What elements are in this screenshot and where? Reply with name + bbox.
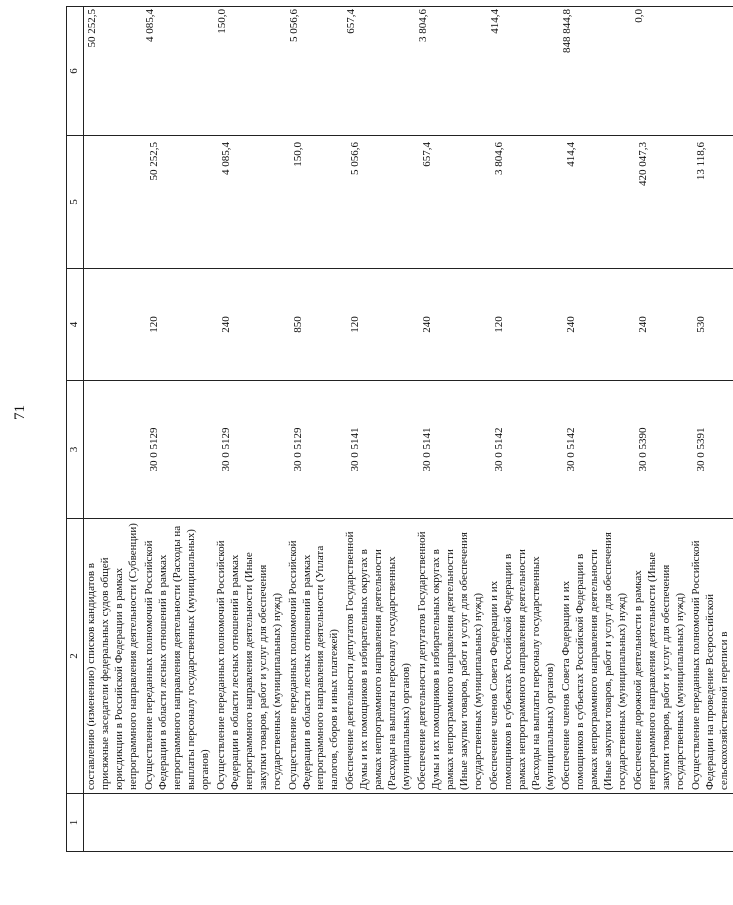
col-header-6: 6 <box>67 7 84 136</box>
row-expense-kind-cell: 240 <box>631 269 689 381</box>
table-row <box>631 7 689 852</box>
table-header <box>67 7 84 852</box>
row-expense-kind-cell: 850 <box>286 269 344 381</box>
table-body <box>83 7 732 852</box>
row-amount-col6-cell: 50 252,5 <box>83 7 141 136</box>
row-amount-col6-cell: 5 056,6 <box>286 7 344 136</box>
row-amount-col6-cell: 657,4 <box>343 7 415 136</box>
row-target-article-cell: 30 0 5141 <box>343 381 415 519</box>
row-expense-kind-cell: 530 <box>689 269 733 381</box>
row-expense-kind-cell: 240 <box>415 269 487 381</box>
row-expense-kind-cell: 120 <box>343 269 415 381</box>
row-amount-col6-cell: 848 844,8 <box>559 7 631 136</box>
row-amount-cell: 150,0 <box>286 136 344 269</box>
row-target-article-cell: 30 0 5390 <box>631 381 689 519</box>
row-amount-col6-cell: 414,4 <box>487 7 559 136</box>
row-target-article-cell: 30 0 5129 <box>214 381 286 519</box>
row-expense-kind-cell: 240 <box>559 269 631 381</box>
row-amount-col6-cell: 150,0 <box>214 7 286 136</box>
row-name-cell: составлению (изменению) списков кандидатов в присяжные заседатели федеральных судов общей юрисдикции в Российской Федерации в рамках непрограммного направления деятельности (Субвенции) <box>83 519 141 794</box>
row-name-cell: Осуществление переданных полномочий Российской Федерации в области лесных отношений в рамках непрограммного направления деятельности (Уплата налогов, сборов и иных платежей) <box>286 519 344 794</box>
table-row <box>487 7 559 852</box>
row-expense-kind-cell: 120 <box>487 269 559 381</box>
row-amount-cell: 13 118,6 <box>689 136 733 269</box>
row-name-cell: Осуществление переданных полномочий Российской Федерации на проведение Всероссийской сельскохозяйственной переписи в <box>689 519 733 794</box>
row-amount-col6-cell: 0,0 <box>631 7 689 136</box>
row-target-article-cell: 30 0 5129 <box>286 381 344 519</box>
row-code-cell <box>559 794 631 852</box>
row-code-cell <box>142 794 214 852</box>
row-amount-cell: 4 085,4 <box>214 136 286 269</box>
row-amount-cell: 420 047,3 <box>631 136 689 269</box>
row-target-article-cell: 30 0 5141 <box>415 381 487 519</box>
row-target-article-cell: 30 0 5142 <box>487 381 559 519</box>
row-amount-cell: 50 252,5 <box>142 136 214 269</box>
budget-table-container <box>66 7 730 852</box>
row-name-cell: Обеспечение деятельности депутатов Государственной Думы и их помощников в избирательных округах в рамках непрограммного направления деятельности (Расходы на выплаты персоналу государственных (муниципальных) органов) <box>343 519 415 794</box>
row-code-cell <box>343 794 415 852</box>
row-code-cell <box>214 794 286 852</box>
row-amount-col6-cell: 3 804,6 <box>415 7 487 136</box>
table-row <box>415 7 487 852</box>
row-expense-kind-cell: 240 <box>214 269 286 381</box>
row-amount-col6-cell: 4 085,4 <box>142 7 214 136</box>
table-row <box>286 7 344 852</box>
row-name-cell: Осуществление переданных полномочий Российской Федерации в области лесных отношений в рамках непрограммного направления деятельности (Расходы на выплаты персоналу государственных (муниципальных) органов) <box>142 519 214 794</box>
row-code-cell <box>487 794 559 852</box>
table-row <box>343 7 415 852</box>
table-row <box>142 7 214 852</box>
row-code-cell <box>286 794 344 852</box>
table-row <box>83 7 141 852</box>
row-amount-cell: 414,4 <box>559 136 631 269</box>
row-code-cell <box>631 794 689 852</box>
budget-table <box>66 6 733 852</box>
col-header-4: 4 <box>67 269 84 381</box>
row-name-cell: Обеспечение членов Совета Федерации и их помощников в субъектах Российской Федерации в рамках непрограммного направления деятельности (Иные закупки товаров, работ и услуг для обеспечения государственных (муниципальных) нужд) <box>559 519 631 794</box>
row-expense-kind-cell: 120 <box>142 269 214 381</box>
row-name-cell: Обеспечение членов Совета Федерации и их помощников в субъектах Российской Федерации в рамках непрограммного направления деятельности (Расходы на выплаты персоналу государственных (муниципальных) органов) <box>487 519 559 794</box>
row-name-cell: Обеспечение дорожной деятельности в рамках непрограммного направления деятельности (Иные закупки товаров, работ и услуг для обеспечения государственных (муниципальных) нужд) <box>631 519 689 794</box>
page-number: 71 <box>12 405 28 420</box>
table-row <box>689 7 733 852</box>
row-name-cell: Обеспечение деятельности депутатов Государственной Думы и их помощников в избирательных округах в рамках непрограммного направления деятельности (Иные закупки товаров, работ и услуг для обеспечения государственных (муниципальных) нужд) <box>415 519 487 794</box>
row-target-article-cell: 30 0 5142 <box>559 381 631 519</box>
row-target-article-cell: 30 0 5129 <box>142 381 214 519</box>
row-amount-cell <box>83 136 141 269</box>
row-amount-cell: 5 056,6 <box>343 136 415 269</box>
col-header-3: 3 <box>67 381 84 519</box>
row-amount-cell: 657,4 <box>415 136 487 269</box>
col-header-5: 5 <box>67 136 84 269</box>
row-code-cell <box>689 794 733 852</box>
row-target-article-cell: 30 0 5391 <box>689 381 733 519</box>
row-amount-col6-cell <box>689 7 733 136</box>
row-target-article-cell <box>83 381 141 519</box>
table-row <box>559 7 631 852</box>
row-code-cell <box>415 794 487 852</box>
row-amount-cell: 3 804,6 <box>487 136 559 269</box>
row-name-cell: Осуществление переданных полномочий Российской Федерации в области лесных отношений в рамках непрограммного направления деятельности (Иные закупки товаров, работ и услуг для обеспечения государственных (муниципальных) нужд) <box>214 519 286 794</box>
row-code-cell <box>83 794 141 852</box>
col-header-1: 1 <box>67 794 84 852</box>
col-header-2: 2 <box>67 519 84 794</box>
row-expense-kind-cell <box>83 269 141 381</box>
table-row <box>214 7 286 852</box>
